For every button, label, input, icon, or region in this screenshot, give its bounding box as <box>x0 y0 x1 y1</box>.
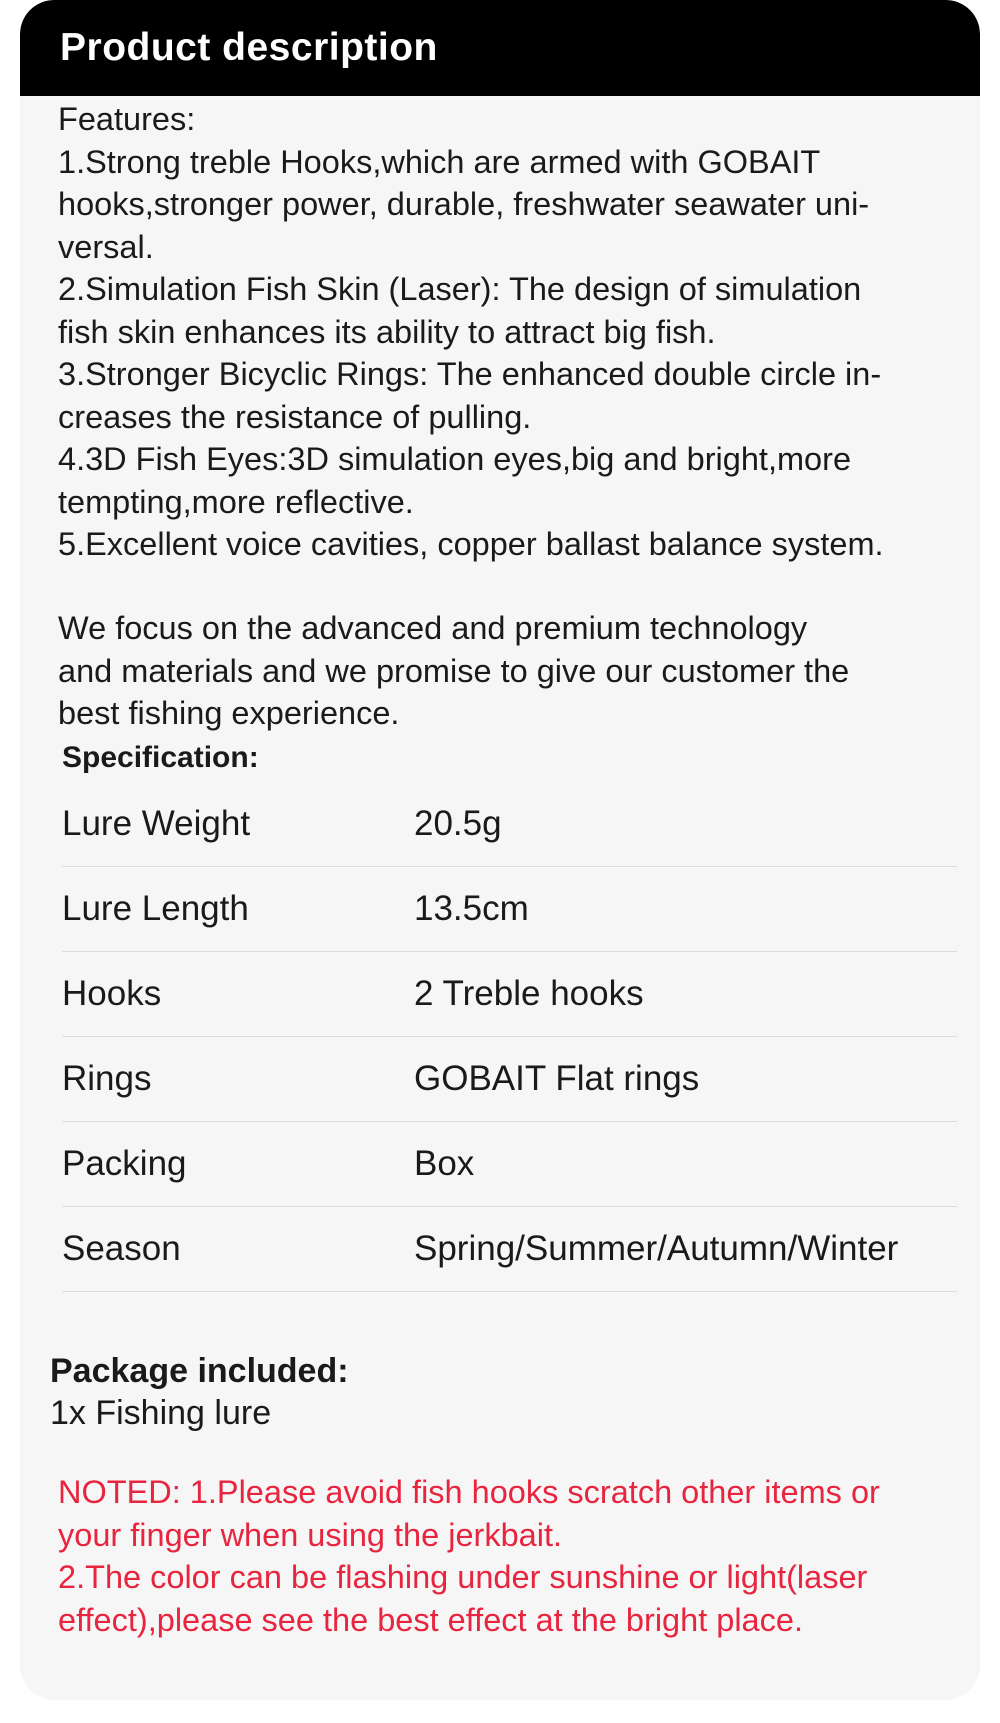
spec-value: Spring/Summer/Autumn/Winter <box>414 1229 899 1268</box>
features-line: 2.Simulation Fish Skin (Laser): The design of simulation <box>58 271 862 307</box>
noted-line: 2.The color can be flashing under sunshine or light(laser <box>58 1559 868 1595</box>
spec-row-lure-length <box>62 867 957 952</box>
promise-line: and materials and we promise to give our customer the <box>58 652 850 689</box>
promise-line: best fishing experience. <box>58 695 400 731</box>
spec-key: Season <box>62 1229 181 1268</box>
spec-value: 2 Treble hooks <box>414 974 644 1013</box>
spec-value: 13.5cm <box>414 889 529 928</box>
spec-key: Lure Weight <box>62 804 251 843</box>
noted-line: effect),please see the best effect at the bright place. <box>58 1601 803 1638</box>
spec-key: Lure Length <box>62 889 249 928</box>
spec-row-lure-weight <box>62 782 957 867</box>
spec-row-rings <box>62 1037 957 1122</box>
spec-row-hooks <box>62 952 957 1037</box>
product-description-card <box>20 0 980 1700</box>
spec-row-season <box>62 1207 957 1292</box>
features-line: creases the resistance of pulling. <box>58 398 532 435</box>
features-heading: Features: <box>58 101 196 137</box>
spec-value: GOBAIT Flat rings <box>414 1059 700 1098</box>
features-line: versal. <box>58 228 154 265</box>
header-bar <box>20 0 980 96</box>
features-line: 3.Stronger Bicyclic Rings: The enhanced double circle in- <box>58 356 882 392</box>
page-title: Product description <box>60 26 438 69</box>
promise-paragraph <box>58 607 938 735</box>
spec-key: Packing <box>62 1144 187 1183</box>
features-line: hooks,stronger power, durable, freshwater seawater uni- <box>58 186 870 222</box>
package-item: 1x Fishing lure <box>50 1394 272 1432</box>
specification-table <box>62 782 957 1292</box>
spec-value: Box <box>414 1144 475 1183</box>
package-title: Package included: <box>50 1352 349 1390</box>
spec-value: 20.5g <box>414 804 502 843</box>
features-line: fish skin enhances its ability to attract big fish. <box>58 313 716 350</box>
features-section <box>58 98 938 566</box>
spec-row-packing <box>62 1122 957 1207</box>
specification-title: Specification: <box>62 741 259 774</box>
promise-line: We focus on the advanced and premium technology <box>58 610 808 646</box>
noted-warning <box>58 1471 958 1641</box>
spec-key: Rings <box>62 1059 152 1098</box>
noted-line: your finger when using the jerkbait. <box>58 1516 563 1553</box>
package-section <box>50 1350 349 1434</box>
features-line: 4.3D Fish Eyes:3D simulation eyes,big and bright,more <box>58 441 852 477</box>
features-line: 1.Strong treble Hooks,which are armed with GOBAIT <box>58 143 821 180</box>
features-line: 5.Excellent voice cavities, copper ballast balance system. <box>58 526 884 562</box>
noted-line: NOTED: 1.Please avoid fish hooks scratch other items or <box>58 1474 880 1510</box>
spec-key: Hooks <box>62 974 162 1013</box>
features-line: tempting,more reflective. <box>58 483 414 520</box>
